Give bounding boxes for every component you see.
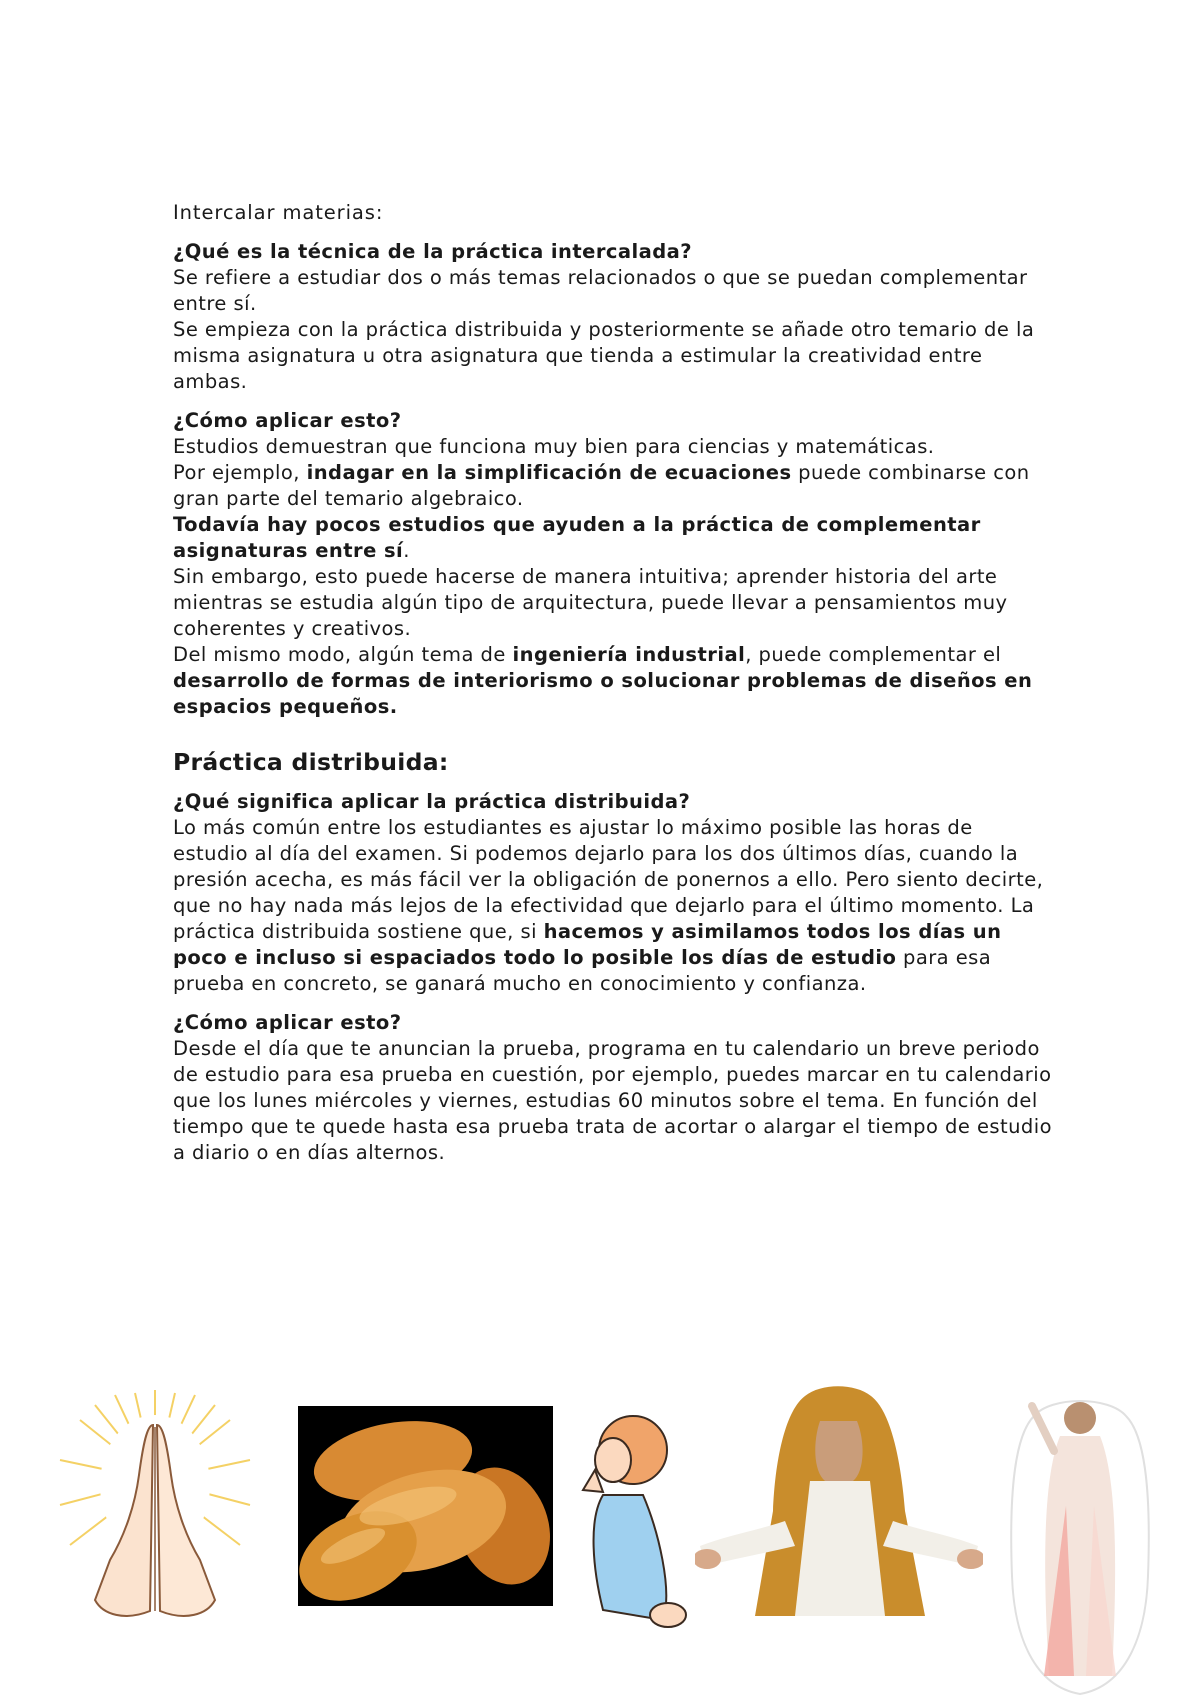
praying-child-image (563, 1410, 688, 1636)
text-run: para esa prueba en concreto, se ganará mucho en conocimiento y confianza. (173, 946, 992, 995)
text-run: puede combinarse con gran parte del temario algebraico. (173, 461, 1030, 510)
text-run: . (403, 539, 410, 562)
question-heading: ¿Cómo aplicar esto? (173, 1011, 402, 1034)
text-run: Del mismo modo, algún tema de (173, 643, 513, 666)
bold-text: ingeniería industrial (512, 643, 746, 666)
paragraph (173, 815, 1053, 997)
divine-mercy-image (1004, 1376, 1156, 1696)
paragraph: Se empieza con la práctica distribuida y posteriormente se añade otro temario de la misma asignatura u otra asignatura que tienda a estimular la creatividad entre ambas. (173, 318, 1035, 393)
paragraph (173, 460, 1053, 512)
paragraph: Se refiere a estudiar dos o más temas relacionados o que se puedan complementar entre sí. (173, 266, 1028, 315)
section-distribuida (173, 747, 1053, 1166)
text-run: , puede complementar el (745, 643, 1002, 666)
paragraph: Sin embargo, esto puede hacerse de manera intuitiva; aprender historia del arte mientras se estudia algún tipo de arquitectura, puede llevar a pensamientos muy coherentes y creativos. (173, 565, 1008, 640)
praying-hands-icon (55, 1385, 255, 1635)
bread-loaves-image (298, 1406, 553, 1606)
section-heading: Intercalar materias: (173, 201, 384, 224)
section-heading: Práctica distribuida: (173, 748, 449, 776)
paragraph (173, 642, 1053, 720)
paragraph-block (173, 239, 1053, 395)
question-heading: ¿Qué es la técnica de la práctica intercalada? (173, 240, 693, 263)
jesus-open-arms-image (695, 1381, 983, 1616)
bold-text: desarrollo de formas de interiorismo o solucionar problemas de diseños en espacios pequeños. (173, 669, 1033, 718)
bold-text: hacemos y asimilamos todos los días un poco e incluso si espaciados todo lo posible los días de estudio (173, 920, 1002, 969)
bold-text: Todavía hay pocos estudios que ayuden a la práctica de complementar asignaturas entre sí (173, 513, 981, 562)
paragraph: Desde el día que te anuncian la prueba, programa en tu calendario un breve periodo de estudio para esa prueba en cuestión, por ejemplo, puedes marcar en tu calendario que los lunes miércoles y viernes, estudias 60 minutos sobre el tema. En función del tiempo que te quede hasta esa prueba trata de acortar o alargar el tiempo de estudio a diario o en días alternos. (173, 1037, 1052, 1164)
paragraph-block (173, 1010, 1053, 1166)
text-run: Por ejemplo, (173, 461, 307, 484)
question-heading: ¿Qué significa aplicar la práctica distribuida? (173, 790, 691, 813)
bold-text: indagar en la simplificación de ecuaciones (306, 461, 792, 484)
paragraph (173, 512, 1053, 564)
paragraph-block (173, 789, 1053, 997)
paragraph-block (173, 408, 1053, 720)
document-body (173, 200, 1053, 1179)
paragraph: Estudios demuestran que funciona muy bien para ciencias y matemáticas. (173, 435, 935, 458)
text-run: Lo más común entre los estudiantes es ajustar lo máximo posible las horas de estudio al día del examen. Si podemos dejarlo para los dos últimos días, cuando la presión acecha, es más fácil ver la obligación de ponernos a ello. Pero siento decirte, que no hay nada más lejos de la efectividad que dejarlo para el último momento. La práctica distribuida sostiene que, si (173, 816, 1044, 943)
question-heading: ¿Cómo aplicar esto? (173, 409, 402, 432)
section-intercalar (173, 200, 1053, 720)
